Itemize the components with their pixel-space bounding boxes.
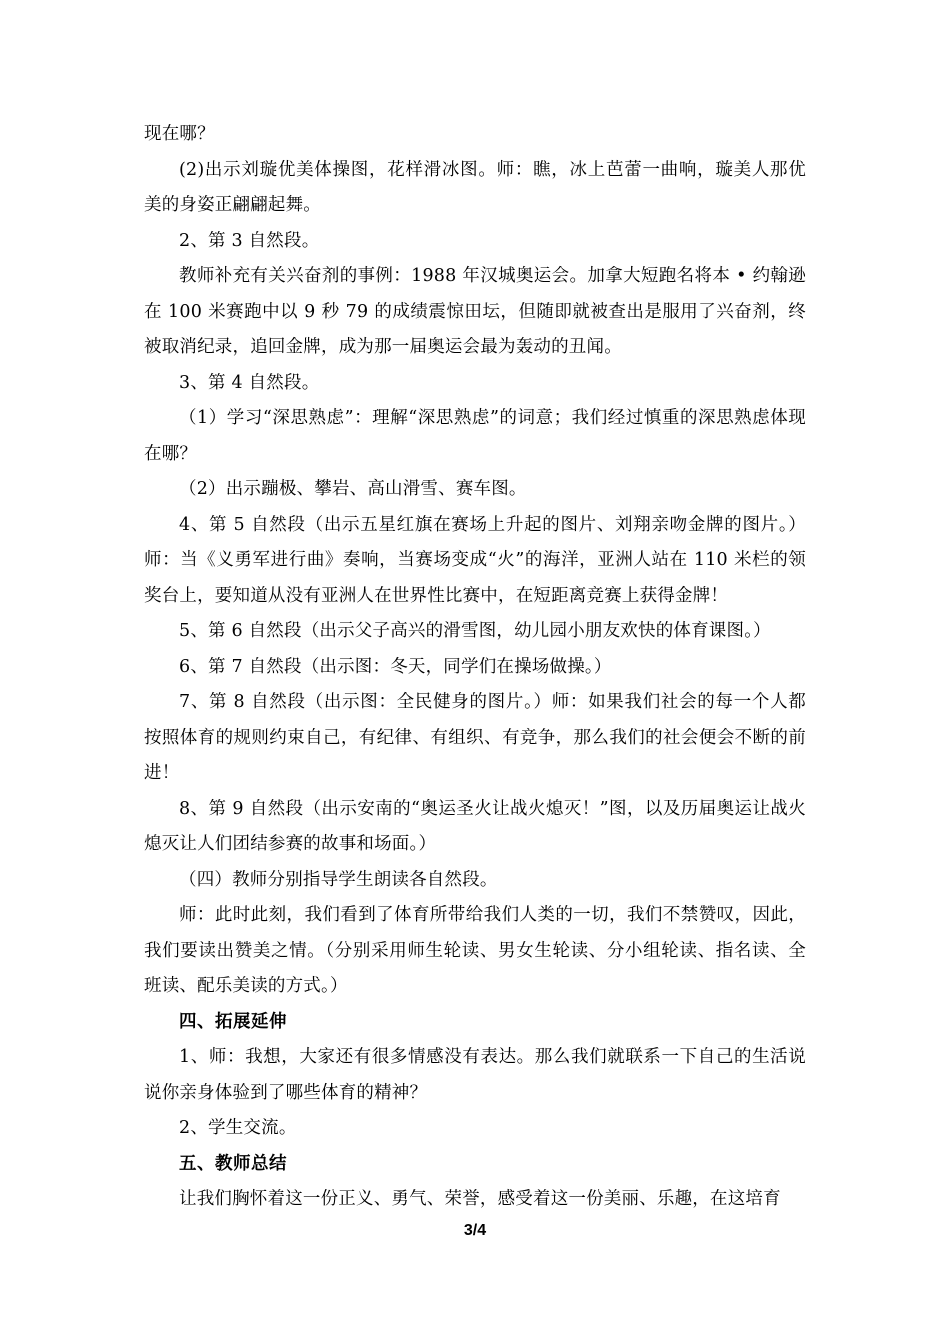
page-number: 3/4 <box>463 1222 487 1239</box>
paragraph: （1）学习“深思熟虑”：理解“深思熟虑”的词意；我们经过慎重的深思熟虑体现在哪？ <box>144 408 806 464</box>
paragraph: 4、第 5 自然段（出示五星红旗在赛场上升起的图片、刘翔亲吻金牌的图片。）师：当《义勇军进行曲》奏响，当赛场变成“火”的海洋，亚洲人站在 110 米栏的领奖台上，要知道从没有亚洲人在世界性比赛中，在短距离竞赛上获得金牌！ <box>144 514 806 606</box>
paragraph: 教师补充有关兴奋剂的事例：1988 年汉城奥运会。加拿大短跑名将本 • 约翰逊在 100 米赛跑中以 9 秒 79 的成绩震惊田坛，但随即就被查出是服用了兴奋剂，终被取消纪录，追回金牌，成为那一届奥运会最为轰动的丑闻。 <box>144 266 806 357</box>
paragraph: 6、第 7 自然段（出示图：冬天，同学们在操场做操。） <box>179 656 612 677</box>
paragraph: 5、第 6 自然段（出示父子高兴的滑雪图，幼儿园小朋友欢快的体育课图。） <box>179 621 771 641</box>
paragraph: 让我们胸怀着这一份正义、勇气、荣誉，感受着这一份美丽、乐趣，在这培育 <box>179 1189 781 1209</box>
paragraph: 2、学生交流。 <box>179 1118 297 1138</box>
section-heading: 四、拓展延伸 <box>179 1011 287 1032</box>
paragraph: 8、第 9 自然段（出示安南的“奥运圣火让战火熄灭！”图，以及历届奥运让战火熄灭让人们团结参赛的故事和场面。） <box>144 798 806 854</box>
paragraph: 现在哪？ <box>144 124 215 144</box>
paragraph: 师：此时此刻，我们看到了体育所带给我们人类的一切，我们不禁赞叹，因此，我们要读出赞美之情。（分别采用师生轮读、男女生轮读、分小组轮读、指名读、全班读、配乐美读的方式。） <box>144 905 806 996</box>
paragraph: 1、师：我想，大家还有很多情感没有表达。那么我们就联系一下自己的生活说说你亲身体验到了哪些体育的精神？ <box>144 1047 806 1103</box>
paragraph: 2、第 3 自然段。 <box>179 230 320 251</box>
paragraph: 7、第 8 自然段（出示图：全民健身的图片。）师：如果我们社会的每一个人都按照体育的规则约束自己，有纪律、有组织、有竞争，那么我们的社会便会不断的前进！ <box>144 692 806 783</box>
document-page <box>144 117 806 1218</box>
section-heading: 五、教师总结 <box>179 1153 287 1174</box>
paragraph: (2)出示刘璇优美体操图，花样滑冰图。师：瞧，冰上芭蕾一曲响，璇美人那优美的身姿正翩翩起舞。 <box>144 159 806 215</box>
paragraph: 3、第 4 自然段。 <box>179 372 320 393</box>
paragraph: （四）教师分别指导学生朗读各自然段。 <box>179 869 498 890</box>
paragraph: （2）出示蹦极、攀岩、高山滑雪、赛车图。 <box>179 479 527 499</box>
